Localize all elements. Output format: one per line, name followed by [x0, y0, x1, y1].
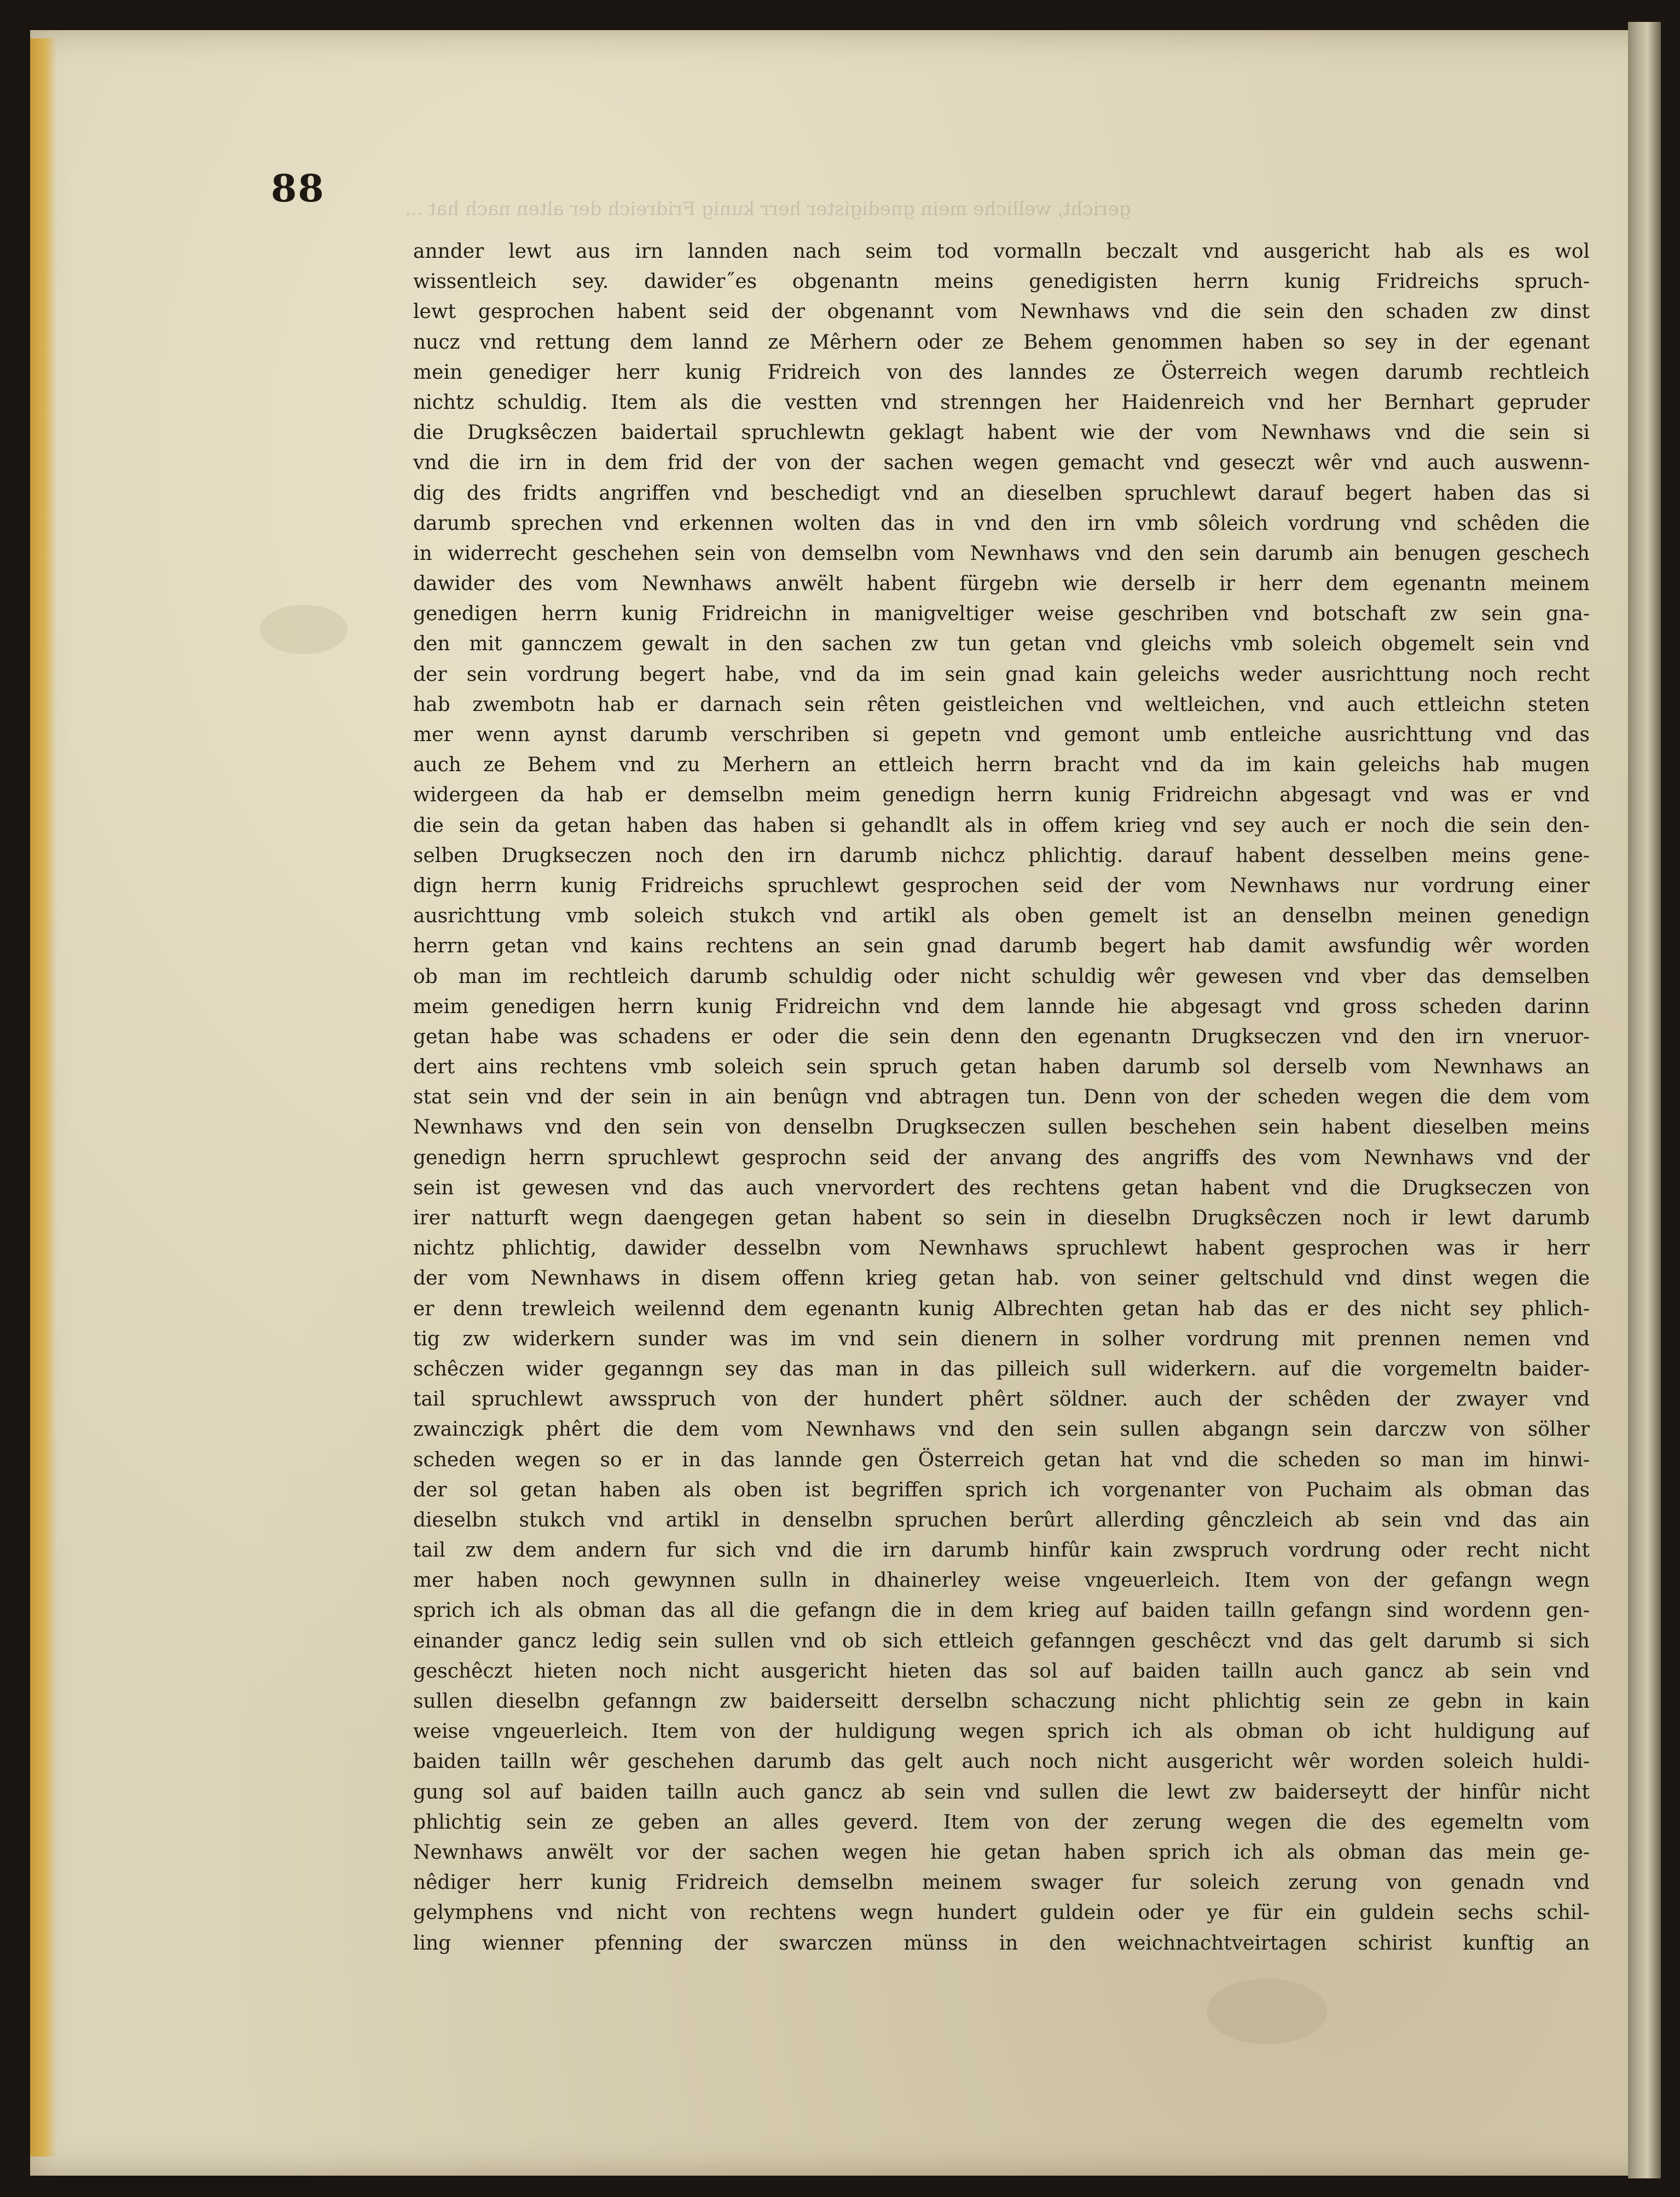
text-line: mein genediger herr kunig Fridreich von des lanndes ze Österreich wegen darumb rechtleich — [413, 361, 1590, 384]
text-line: getan habe was schadens er oder die sein denn den egenantn Drugkseczen vnd den irn vneruor- — [413, 1025, 1590, 1048]
text-line: tail zw dem andern fur sich vnd die irn darumb hinfûr kain zwspruch vordrung oder recht nicht — [413, 1539, 1590, 1562]
text-line: phlichtig sein ze geben an alles geverd. Item von der zerung wegen die des egemeltn vom — [413, 1811, 1590, 1834]
text-line: tail spruchlewt awsspruch von der hundert phêrt söldner. auch der schêden der zwayer vnd — [413, 1388, 1590, 1411]
text-line: der vom Newnhaws in disem offenn krieg getan hab. von seiner geltschuld vnd dinst wegen die — [413, 1267, 1590, 1290]
text-line: selben Drugkseczen noch den irn darumb nichcz phlichtig. darauf habent desselben meins gene- — [413, 844, 1590, 867]
text-line: die Drugksêczen baidertail spruchlewtn geklagt habent wie der vom Newnhaws vnd die sein si — [413, 421, 1590, 444]
text-line: einander gancz ledig sein sullen vnd ob sich ettleich gefanngen geschêczt vnd das gelt darumb si sich — [413, 1629, 1590, 1652]
text-line: schêczen wider geganngn sey das man in das pilleich sull widerkern. auf die vorgemeltn baider- — [413, 1357, 1590, 1380]
text-line: dig des fridts angriffen vnd beschedigt vnd an dieselben spruchlewt darauf begert haben das si — [413, 482, 1590, 505]
text-line: nichtz phlichtig, dawider desselbn vom Newnhaws spruchlewt habent gesprochen was ir herr — [413, 1237, 1590, 1260]
text-line: tig zw widerkern sunder was im vnd sein dienern in solher vordrung mit prennen nemen vnd — [413, 1327, 1590, 1350]
text-line: ob man im rechtleich darumb schuldig oder nicht schuldig wêr gewesen vnd vber das demselben — [413, 965, 1590, 988]
text-line: gung sol auf baiden tailln auch gancz ab sein vnd sullen die lewt zw baiderseytt der hinfûr nicht — [413, 1780, 1590, 1803]
text-line: hab zwembotn hab er darnach sein rêten geistleichen vnd weltleichen, vnd auch ettleichn steten — [413, 693, 1590, 716]
text-line: der sein vordrung begert habe, vnd da im sein gnad kain geleichs weder ausrichttung noch recht — [413, 663, 1590, 686]
text-line: sein ist gewesen vnd das auch vnervordert des rechtens getan habent vnd die Drugkseczen von — [413, 1176, 1590, 1199]
text-line: zwainczigk phêrt die dem vom Newnhaws vnd den sein sullen abgangn sein darczw von sölher — [413, 1418, 1590, 1441]
text-line: den mit gannczem gewalt in den sachen zw tun getan vnd gleichs vmb soleich obgemelt sein vnd — [413, 633, 1590, 656]
text-line: wissentleich sey. dawider˝es obgenantn meins genedigisten herrn kunig Fridreichs spruch- — [413, 270, 1590, 293]
text-line: annder lewt aus irn lannden nach seim tod vormalln beczalt vnd ausgericht hab als es wol — [413, 240, 1590, 263]
text-line: in widerrecht geschehen sein von demselbn vom Newnhaws vnd den sein darumb ain benugen geschech — [413, 542, 1590, 565]
text-line: genedign herrn spruchlewt gesprochn seid der anvang des angriffs des vom Newnhaws vnd der — [413, 1146, 1590, 1169]
text-line: nucz vnd rettung dem lannd ze Mêrhern oder ze Behem genommen haben so sey in der egenant — [413, 331, 1590, 354]
page-left-edge — [30, 38, 56, 2156]
page-right-edge — [1628, 22, 1661, 2178]
text-line: widergeen da hab er demselbn meim genedign herrn kunig Fridreichn abgesagt vnd was er vnd — [413, 784, 1590, 807]
text-line: baiden tailln wêr geschehen darumb das gelt auch noch nicht ausgericht wêr worden soleich huldi- — [413, 1750, 1590, 1773]
text-line: weise vngeuerleich. Item von der huldigung wegen sprich ich als obman ob icht huldigung auf — [413, 1720, 1590, 1743]
text-line: mer wenn aynst darumb verschriben si gepetn vnd gemont umb entleiche ausrichttung vnd das — [413, 724, 1590, 746]
text-line: dign herrn kunig Fridreichs spruchlewt gesprochen seid der vom Newnhaws nur vordrung einer — [413, 874, 1590, 897]
text-line: er denn trewleich weilennd dem egenantn kunig Albrechten getan hab das er des nicht sey phlich- — [413, 1297, 1590, 1320]
text-line: irer natturft wegn daengegen getan habent so sein in dieselbn Drugksêczen noch ir lewt darumb — [413, 1207, 1590, 1229]
bleed-through-text: gericht, welliche mein gnedigister herr kunig Fridreich der alten nach hat ... — [405, 198, 1131, 220]
text-line: nichtz schuldig. Item als die vestten vnd strenngen her Haidenreich vnd her Bernhart gepruder — [413, 391, 1590, 414]
text-line: scheden wegen so er in das lannde gen Österreich getan hat vnd die scheden so man im hinwi- — [413, 1448, 1590, 1471]
paper-stain — [1207, 1979, 1327, 2044]
text-line: geschêczt hieten noch nicht ausgericht hieten das sol auf baiden tailln auch gancz ab sein vnd — [413, 1660, 1590, 1683]
text-line: darumb sprechen vnd erkennen wolten das in vnd den irn vmb sôleich vordrung vnd schêden die — [413, 512, 1590, 535]
text-line: nêdiger herr kunig Fridreich demselbn meinem swager fur soleich zerung von genadn vnd — [413, 1871, 1590, 1894]
text-line: sullen dieselbn gefanngn zw baiderseitt derselbn schaczung nicht phlichtig sein ze gebn in kain — [413, 1690, 1590, 1713]
text-line: lewt gesprochen habent seid der obgenannt vom Newnhaws vnd die sein den schaden zw dinst — [413, 300, 1590, 323]
text-line: vnd die irn in dem frid der von der sachen wegen gemacht vnd geseczt wêr vnd auch auswenn- — [413, 452, 1590, 475]
text-line: sprich ich als obman das all die gefangn die in dem krieg auf baiden tailln gefangn sind wordenn gen- — [413, 1599, 1590, 1622]
paper-stain — [260, 605, 347, 654]
text-line: mer haben noch gewynnen sulln in dhainerley weise vngeuerleich. Item von der gefangn wegn — [413, 1569, 1590, 1592]
text-line: Newnhaws anwëlt vor der sachen wegen hie getan haben sprich ich als obman das mein ge- — [413, 1841, 1590, 1864]
text-line: Newnhaws vnd den sein von denselbn Drugkseczen sullen beschehen sein habent dieselben meins — [413, 1116, 1590, 1139]
body-text — [413, 236, 1590, 1958]
text-line: stat sein vnd der sein in ain benûgn vnd abtragen tun. Denn von der scheden wegen die dem vom — [413, 1086, 1590, 1109]
text-line: dawider des vom Newnhaws anwëlt habent fürgebn wie derselb ir herr dem egenantn meinem — [413, 573, 1590, 595]
text-line: meim genedigen herrn kunig Fridreichn vnd dem lannde hie abgesagt vnd gross scheden darinn — [413, 995, 1590, 1018]
text-line: ling wienner pfenning der swarczen münss in den weichnachtveirtagen schirist kunftig an — [413, 1932, 1590, 1955]
text-line: auch ze Behem vnd zu Merhern an ettleich herrn bracht vnd da im kain geleichs hab mugen — [413, 754, 1590, 777]
text-line: der sol getan haben als oben ist begriffen sprich ich vorgenanter von Puchaim als obman das — [413, 1478, 1590, 1501]
text-line: herrn getan vnd kains rechtens an sein gnad darumb begert hab damit awsfundig wêr worden — [413, 935, 1590, 958]
text-line: ausrichttung vmb soleich stukch vnd artikl als oben gemelt ist an denselbn meinen genedign — [413, 905, 1590, 928]
text-line: gelymphens vnd nicht von rechtens wegn hundert guldein oder ye für ein guldein sechs schil- — [413, 1901, 1590, 1924]
text-line: dieselbn stukch vnd artikl in denselbn spruchen berûrt allerding gênczleich ab sein vnd das ain — [413, 1508, 1590, 1531]
page-number: 88 — [271, 167, 325, 211]
text-line: die sein da getan haben das haben si gehandlt als in offem krieg vnd sey auch er noch die sein den- — [413, 814, 1590, 837]
text-line: dert ains rechtens vmb soleich sein spruch getan haben darumb sol derselb vom Newnhaws an — [413, 1056, 1590, 1079]
text-line: genedigen herrn kunig Fridreichn in manigveltiger weise geschriben vnd botschaft zw sein gna- — [413, 603, 1590, 626]
